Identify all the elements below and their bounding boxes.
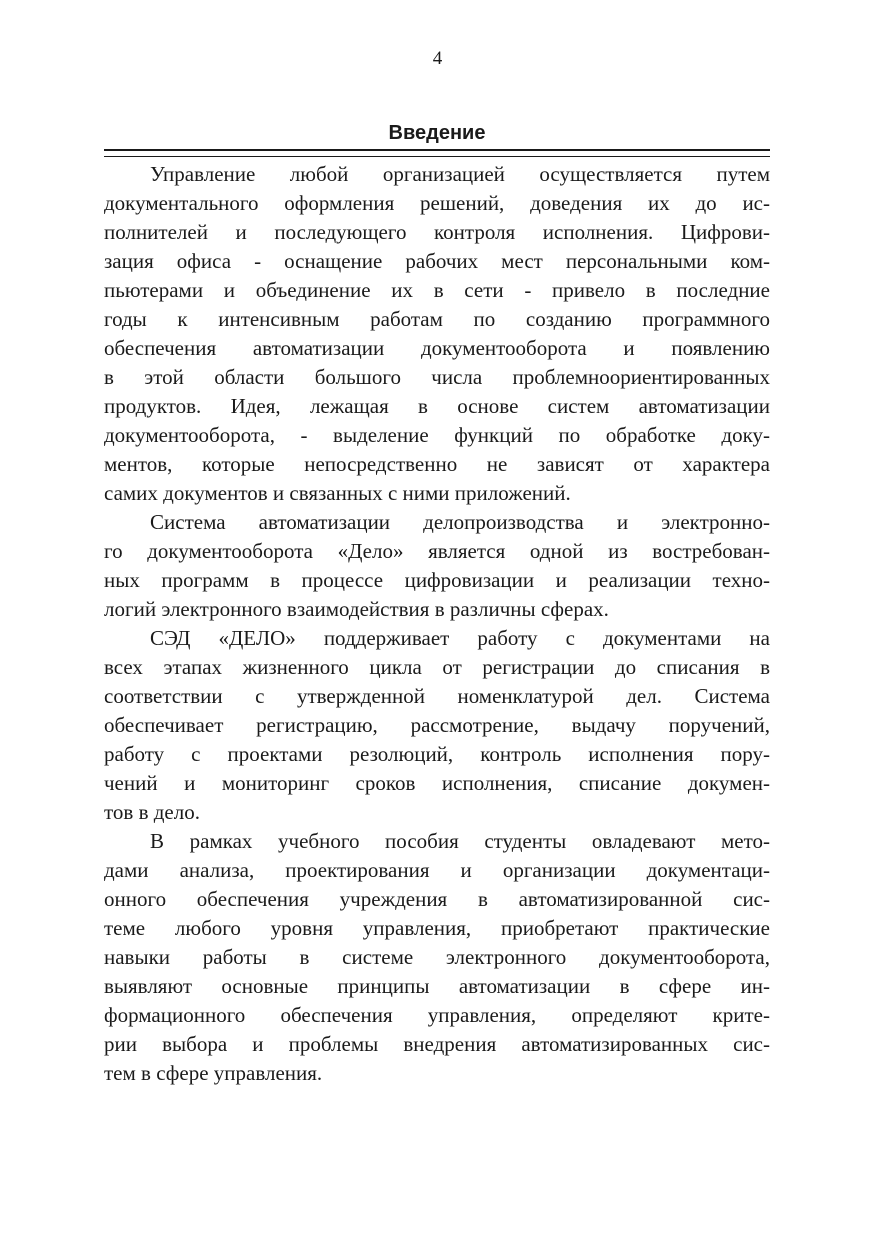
text-line: в этой области большого числа проблемноориентированных	[104, 365, 770, 389]
text-line: всех этапах жизненного цикла от регистрации до списания в	[104, 655, 770, 679]
text-line: самих документов и связанных с ними приложений.	[104, 481, 571, 505]
text-line: СЭД «ДЕЛО» поддерживает работу с документами на	[150, 626, 770, 650]
text-line: пьютерами и объединение их в сети - привело в последние	[104, 278, 770, 302]
paragraph-2	[104, 508, 770, 624]
text-line: документооборота, - выделение функций по обработке доку-	[104, 423, 770, 447]
text-line: документального оформления решений, доведения их до ис-	[104, 191, 770, 215]
text-line: формационного обеспечения управления, определяют крите-	[104, 1003, 770, 1027]
text-line: теме любого уровня управления, приобретают практические	[104, 916, 770, 940]
text-line: ных программ в процессе цифровизации и реализации техно-	[104, 568, 770, 592]
text-line: ментов, которые непосредственно не зависят от характера	[104, 452, 770, 476]
text-line: тов в дело.	[104, 800, 200, 824]
text-line: го документооборота «Дело» является одной из востребован-	[104, 539, 770, 563]
text-line: онного обеспечения учреждения в автоматизированной сис-	[104, 887, 770, 911]
text-line: дами анализа, проектирования и организации документаци-	[104, 858, 770, 882]
paragraph-4	[104, 827, 770, 1088]
text-line: обеспечения автоматизации документооборота и появлению	[104, 336, 770, 360]
paragraph-1	[104, 160, 770, 508]
text-line: рии выбора и проблемы внедрения автоматизированных сис-	[104, 1032, 770, 1056]
text-line: годы к интенсивным работам по созданию программного	[104, 307, 770, 331]
text-line: логий электронного взаимодействия в различны сферах.	[104, 597, 609, 621]
text-line: тем в сфере управления.	[104, 1061, 323, 1085]
text-line: навыки работы в системе электронного документооборота,	[104, 945, 770, 969]
text-line: продуктов. Идея, лежащая в основе систем автоматизации	[104, 394, 770, 418]
text-line: полнителей и последующего контроля исполнения. Цифрови-	[104, 220, 770, 244]
text-line: Управление любой организацией осуществляется путем	[150, 162, 770, 186]
text-line: Система автоматизации делопроизводства и электронно-	[150, 510, 770, 534]
heading-double-rule	[104, 149, 770, 157]
text-line: соответствии с утвержденной номенклатурой дел. Система	[104, 684, 770, 708]
text-line: обеспечивает регистрацию, рассмотрение, выдачу поручений,	[104, 713, 770, 737]
text-line: зация офиса - оснащение рабочих мест персональными ком-	[104, 249, 770, 273]
paragraph-3	[104, 624, 770, 827]
text-line: работу с проектами резолюций, контроль исполнения пору-	[104, 742, 770, 766]
text-line: чений и мониторинг сроков исполнения, списание докумен-	[104, 771, 770, 795]
section-heading: Введение	[388, 122, 486, 144]
page-number: 4	[432, 48, 443, 69]
text-line: выявляют основные принципы автоматизации в сфере ин-	[104, 974, 770, 998]
text-line: В рамках учебного пособия студенты овладевают мето-	[150, 829, 770, 853]
text-body	[104, 160, 770, 1088]
